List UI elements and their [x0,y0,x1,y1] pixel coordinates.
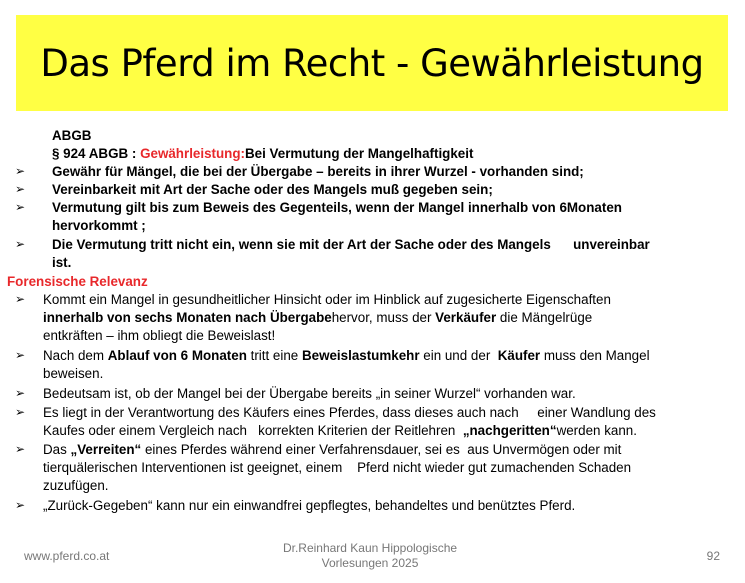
bullet-text: Es liegt in der Verantwortung des Käufers eines Pferdes, dass dieses auch nach einer Wandlung des [43,405,656,420]
bullet-text-cont: hervorkommt ; [52,218,146,233]
paragraph-label: § 924 ABGB : [52,146,137,161]
emphasis-text: Beweislastumkehr [301,348,420,363]
bullet-arrow-icon: ➢ [15,348,26,362]
bullet-text-cont: beweisen. [43,366,104,381]
bullet-text: „Zurück-Gegeben“ kann nur ein einwandfrei gepflegtes, behandeltes und benütztes Pferd. [43,498,576,513]
emphasis-text: „Verreiten“ [70,442,142,457]
bullet-arrow-icon: ➢ [15,182,26,196]
bullet-text-cont [43,309,592,326]
plain-text: tritt eine [246,348,302,363]
plain-text: hervor, muss der [331,310,436,325]
plain-text: die Mängelrüge [496,310,593,325]
bullet-text-cont: ist. [52,255,72,270]
plain-text: Kaufes oder einem Vergleich nach korrekten Kriterien der Reitlehren [43,423,463,438]
bullet-arrow-icon: ➢ [15,405,26,419]
plain-text: muss den Mangel [540,348,650,363]
bullet-text-cont [43,422,637,439]
bullet-text-cont: entkräften – ihm obliegt die Beweislast! [43,328,276,343]
bullet-arrow-icon: ➢ [15,237,26,251]
emphasis-text: Käufer [497,348,541,363]
footer-website: www.pferd.co.at [24,549,110,563]
plain-text: eines Pferdes während einer Verfahrensdauer, sei es aus Unvermögen oder mit [141,442,622,457]
bullet-arrow-icon: ➢ [15,442,26,456]
bullet-arrow-icon: ➢ [15,200,26,214]
footer-author-line: Vorlesungen 2025 [321,556,419,570]
bullet-text: Kommt ein Mangel in gesundheitlicher Hinsicht oder im Hinblick auf zugesicherte Eigenschaften [43,292,611,307]
bullet-text [43,441,621,458]
bullet-arrow-icon: ➢ [15,498,26,512]
bullet-text: Bedeutsam ist, ob der Mangel bei der Übergabe bereits „in seiner Wurzel“ vorhanden war. [43,386,576,401]
paragraph-text: Bei Vermutung der Mangelhaftigkeit [245,146,474,161]
bullet-arrow-icon: ➢ [15,386,26,400]
footer-author-line: Dr.Reinhard Kaun Hippologische [282,541,458,555]
emphasis-text: Verkäufer [435,310,497,325]
bullet-text-cont: zuzufügen. [43,478,109,493]
plain-text: Das [43,442,71,457]
slide-title: Das Pferd im Recht - Gewährleistung [40,41,704,85]
bullet-arrow-icon: ➢ [15,164,26,178]
emphasis-text: innerhalb von sechs Monaten nach Übergabe [43,310,332,325]
bullet-arrow-icon: ➢ [15,292,26,306]
emphasis-text: „nachgeritten“ [462,423,557,438]
page-number: 92 [706,549,720,563]
plain-text: werden kann. [556,423,637,438]
abgb-heading: ABGB [52,128,92,143]
bullet-text: Vereinbarkeit mit Art der Sache oder des Mangels muß gegeben sein; [52,182,493,197]
emphasis-text: Ablauf von 6 Monaten [107,348,247,363]
forensic-heading: Forensische Relevanz [7,274,148,289]
footer-author [250,541,490,571]
bullet-text-cont: tierquälerischen Interventionen ist geeignet, einem Pferd nicht wieder gut zumachenden Schaden [43,460,632,475]
bullet-text: Vermutung gilt bis zum Beweis des Gegenteils, wenn der Mangel innerhalb von 6Monaten [52,200,622,215]
paragraph-line [52,145,473,162]
bullet-text [43,347,650,364]
bullet-text: Die Vermutung tritt nicht ein, wenn sie mit der Art der Sache oder des Mangels unvereinbar [52,237,650,252]
plain-text: Nach dem [43,348,108,363]
bullet-text: Gewähr für Mängel, die bei der Übergabe – bereits in ihrer Wurzel - vorhanden sind; [52,164,584,179]
title-banner [16,15,728,111]
plain-text: ein und der [419,348,498,363]
warranty-term: Gewährleistung: [140,146,245,161]
